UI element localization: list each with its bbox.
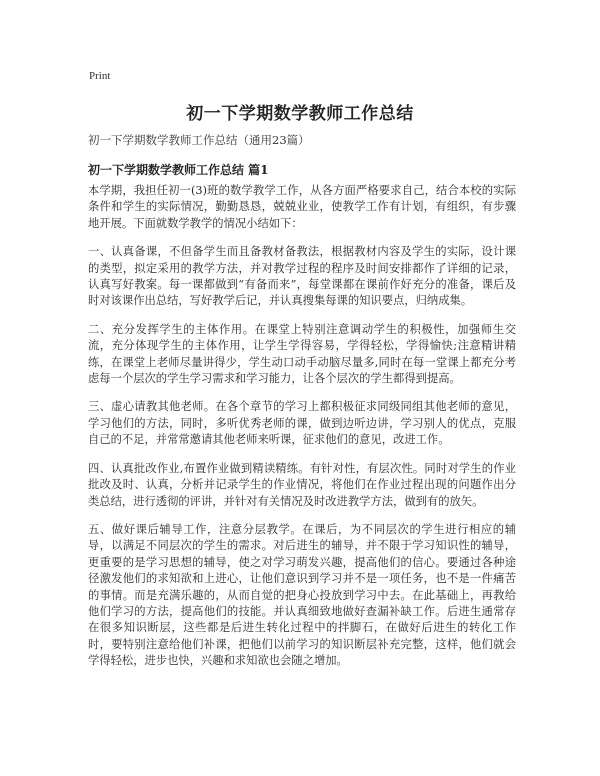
paragraph-2: 二、充分发挥学生的主体作用。在课堂上特别注意调动学生的积极性，加强师生交流，充分体现学生的主体作用，让学生学得容易，学得轻松，学得愉快;注意精讲精练，在课堂上老师尽量讲得少，学生动口动手动脑尽量多,同时在每一堂课上都充分考虑每一个层次的学生学习需求和学习能力，让各个层次的学生都得到提高。: [88, 322, 516, 386]
paragraph-5: 五、做好课后辅导工作，注意分层教学。在课后，为不同层次的学生进行相应的辅导，以满足不同层次的学生的需求。对后进生的辅导，并不限于学习知识性的辅导，更重要的是学习思想的辅导，使之对学习萌发兴趣，提高他们的信心。要通过各种途径激发他们的求知欲和上进心，让他们意识到学习并不是一项任务，也不是一件痛苦的事情。而是充满乐趣的，从而自觉的把身心投放到学习中去。在此基础上，再教给他们学习的方法，提高他们的技能。并认真细致地做好查漏补缺工作。后进生通常存在很多知识断层，这些都是后进生转化过程中的拌脚石，在做好后进生的转化工作时，要特别注意给他们补课，把他们以前学习的知识断层补充完整，这样，他们就会学得轻松，进步也快，兴趣和求知欲也会随之增加。: [88, 522, 516, 668]
paragraph-3: 三、虚心请教其他老师。在各个章节的学习上都积极征求同级同组其他老师的意见，学习他们的方法，同时，多听优秀老师的课，做到边听边讲，学习别人的优点，克服自己的不足，并常常邀请其他老师来听课，征求他们的意见，改进工作。: [88, 400, 516, 447]
paragraph-1: 一、认真备课，不但备学生而且备教材备教法，根据教材内容及学生的实际，设计课的类型，拟定采用的教学方法，并对教学过程的程序及时间安排都作了详细的记录，认真写好教案。每一课都做到“有备而来”，每堂课都在课前作好充分的准备，课后及时对该课作出总结，写好教学后记，并认真搜集每课的知识要点，归纳成集。: [88, 245, 516, 308]
paragraph-intro: 本学期，我担任初一(3)班的数学教学工作，从各方面严格要求自己，结合本校的实际条件和学生的实际情况，勤勤恳恳，兢兢业业，使教学工作有计划，有组织，有步骤地开展。下面就数学教学的情况小结如下：: [88, 184, 516, 230]
print-link[interactable]: Print: [89, 70, 111, 82]
document-body: [88, 183, 516, 682]
paragraph-4: 四、认真批改作业,布置作业做到精读精练。有针对性，有层次性。同时对学生的作业批改及时、认真，分析并记录学生的作业情况，将他们在作业过程出现的问题作出分类总结，进行透彻的评讲，并针对有关情况及时改进教学方法，做到有的放矢。: [88, 461, 516, 508]
document-title: 初一下学期数学教师工作总结: [186, 104, 414, 124]
document-subtitle: 初一下学期数学教师工作总结（通用23篇）: [88, 133, 310, 147]
section-heading: 初一下学期数学教师工作总结 篇1: [88, 163, 269, 177]
